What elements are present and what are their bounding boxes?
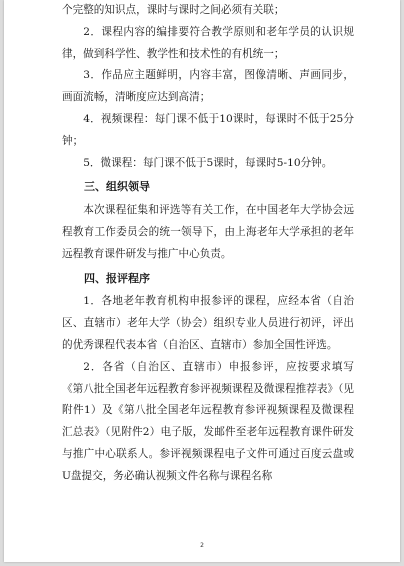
page-content <box>62 0 354 488</box>
paragraph-item-4: 4．视频课程：每门课不低于10课时，每课时不低于25分钟； <box>62 112 354 147</box>
paragraph-continuation: 个完整的知识点，课时与课时之间必须有关联； <box>62 4 285 16</box>
paragraph-item-5: 5．微课程：每门课不低于5课时，每课时5-10分钟。 <box>83 156 333 169</box>
paragraph-organization: 本次课程征集和评选等有关工作，在中国老年大学协会远程教育工作委员会的统一领导下，由上海老年大学承担的老年远程教育课件研发与推广中心负责。 <box>62 204 354 260</box>
section-heading-organization: 三、组织领导 <box>84 180 150 194</box>
paragraph-procedure-1: 1．各地老年教育机构申报参评的课程，应经本省（自治区、直辖市）老年大学（协会）组织专业人员进行初评，评出的优秀课程代表本省（自治区、直辖市）参加全国性评选。 <box>62 295 354 351</box>
paragraph-procedure-2: 2．各省（自治区、直辖市）申报参评，应按要求填写《第八批全国老年远程教育参评视频课程及微课程推荐表》（见附件1）及《第八批全国老年远程教育参评视频课程及微课程汇总表》（见附件2）电子版，发邮件至老年远程教育课件研发与推广中心联系人。参评视频课程电子文件可通过百度云盘或U盘提交，务必确认视频文件名称与课程名称 <box>62 360 354 482</box>
paragraph-item-3: 3．作品应主题鲜明，内容丰富，图像清晰、声画同步，画面流畅，清晰度应达到高清； <box>62 69 354 104</box>
document-page <box>4 0 400 562</box>
paragraph-item-2: 2．课程内容的编排要符合教学原则和老年学员的认识规律，做到科学性、教学性和技术性的有机统一； <box>62 25 354 60</box>
page-number: 2 <box>200 542 204 549</box>
section-heading-procedure: 四、报评程序 <box>84 271 150 285</box>
